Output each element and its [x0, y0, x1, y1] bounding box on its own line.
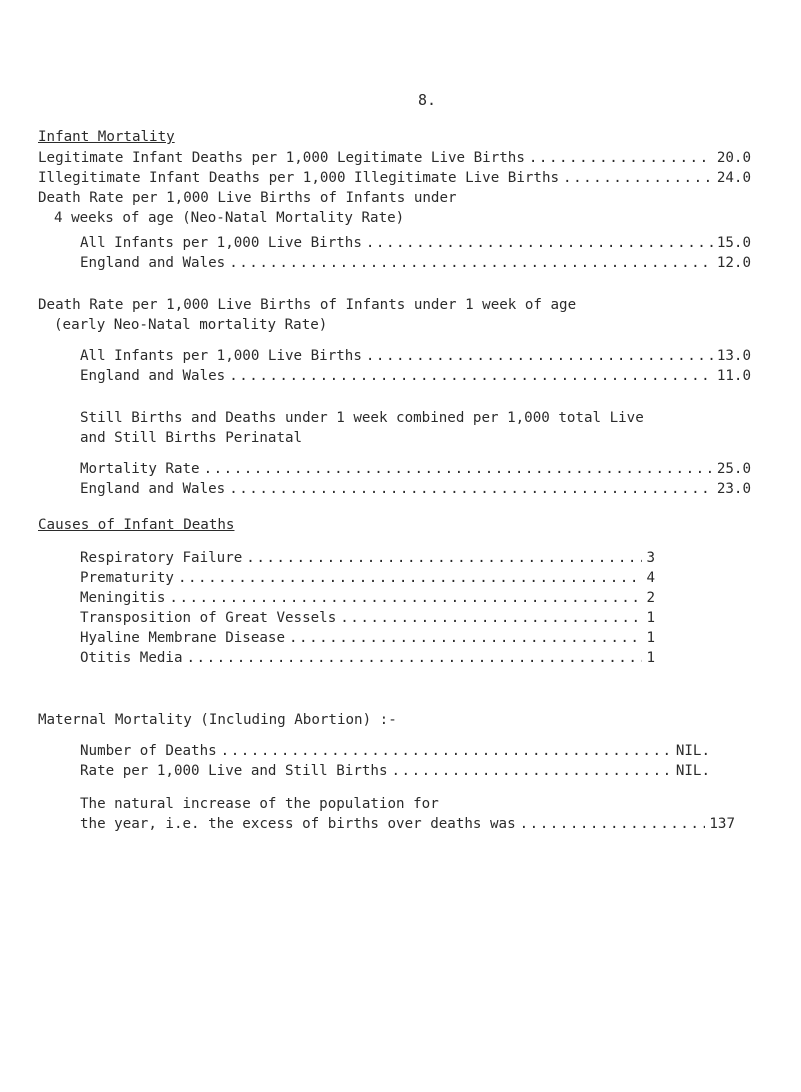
- dot-leader: [246, 548, 642, 568]
- dot-leader: [229, 366, 713, 386]
- dot-leader: [178, 568, 642, 588]
- dot-leader: [187, 648, 643, 668]
- legitimate-label: Legitimate Infant Deaths per 1,000 Legitimate Live Births: [38, 150, 525, 166]
- neonatal-intro-1: Death Rate per 1,000 Live Births of Infants under: [38, 190, 457, 206]
- dot-leader: [340, 608, 642, 628]
- dot-leader: [366, 346, 713, 366]
- perinatal-ew-value: 23.0: [716, 481, 751, 497]
- dot-leader: [529, 148, 713, 168]
- dot-leader: [289, 628, 642, 648]
- early-ew-value: 11.0: [716, 368, 751, 384]
- cause-row: [80, 648, 655, 668]
- causes-heading: Causes of Infant Deaths: [38, 517, 235, 533]
- natural-increase-value: 137: [709, 816, 735, 832]
- natural-increase-line-2: the year, i.e. the excess of births over deaths was: [80, 816, 516, 832]
- perinatal-ew-label: England and Wales: [80, 481, 226, 497]
- cause-label: Hyaline Membrane Disease: [80, 630, 285, 646]
- early-neonatal-intro: [38, 295, 751, 335]
- legitimate-value: 20.0: [716, 150, 751, 166]
- cause-label: Otitis Media: [80, 650, 183, 666]
- neonatal-all-label: All Infants per 1,000 Live Births: [80, 235, 362, 251]
- neonatal-intro-2: 4 weeks of age (Neo-Natal Mortality Rate): [54, 210, 405, 226]
- maternal-deaths-value: NIL.: [675, 743, 710, 759]
- early-ew-row: [80, 366, 751, 386]
- illegitimate-value: 24.0: [716, 170, 751, 186]
- dot-leader: [392, 761, 672, 781]
- dot-leader: [563, 168, 713, 188]
- early-intro-2: (early Neo-Natal mortality Rate): [54, 317, 328, 333]
- natural-increase: [80, 794, 735, 834]
- neonatal-ew-value: 12.0: [716, 255, 751, 271]
- dot-leader: [221, 741, 672, 761]
- early-all-row: [80, 346, 751, 366]
- neonatal-all-row: [80, 233, 751, 253]
- cause-label: Meningitis: [80, 590, 166, 606]
- cause-count: 1: [646, 630, 655, 646]
- cause-count: 3: [646, 550, 655, 566]
- dot-leader: [229, 253, 713, 273]
- cause-count: 2: [646, 590, 655, 606]
- cause-count: 1: [646, 610, 655, 626]
- perinatal-intro-1: Still Births and Deaths under 1 week combined per 1,000 total Live: [80, 410, 644, 426]
- maternal-heading: Maternal Mortality (Including Abortion) :-: [38, 712, 397, 728]
- cause-row: [80, 548, 655, 568]
- dot-leader: [204, 459, 713, 479]
- early-all-label: All Infants per 1,000 Live Births: [80, 348, 362, 364]
- perinatal-section: [80, 408, 751, 448]
- maternal-deaths-row: [80, 741, 710, 761]
- perinatal-intro-2: and Still Births Perinatal: [80, 430, 303, 446]
- dot-leader: [366, 233, 713, 253]
- page-number: 8.: [418, 91, 437, 109]
- maternal-rate-value: NIL.: [675, 763, 710, 779]
- cause-row: [80, 608, 655, 628]
- perinatal-label: Mortality Rate: [80, 461, 200, 477]
- neonatal-ew-label: England and Wales: [80, 255, 226, 271]
- early-all-value: 13.0: [716, 348, 751, 364]
- maternal-rate-row: [80, 761, 710, 781]
- early-neonatal-rates: [80, 346, 751, 386]
- neonatal-all-value: 15.0: [716, 235, 751, 251]
- maternal-rows: [80, 741, 710, 781]
- legitimate-section: [38, 148, 751, 228]
- cause-label: Respiratory Failure: [80, 550, 243, 566]
- cause-count: 4: [646, 570, 655, 586]
- dot-leader: [169, 588, 642, 608]
- cause-label: Prematurity: [80, 570, 174, 586]
- cause-count: 1: [646, 650, 655, 666]
- cause-row: [80, 628, 655, 648]
- maternal-deaths-label: Number of Deaths: [80, 743, 217, 759]
- causes-list: [80, 548, 655, 668]
- cause-row: [80, 568, 655, 588]
- dot-leader: [229, 479, 713, 499]
- dot-leader: [520, 814, 706, 834]
- illegitimate-label: Illegitimate Infant Deaths per 1,000 Illegitimate Live Births: [38, 170, 560, 186]
- perinatal-ew-row: [80, 479, 751, 499]
- neonatal-ew-row: [80, 253, 751, 273]
- early-intro-1: Death Rate per 1,000 Live Births of Infants under 1 week of age: [38, 297, 577, 313]
- perinatal-rates: [80, 459, 751, 499]
- infant-mortality-heading: Infant Mortality: [38, 129, 175, 145]
- natural-increase-line-1: The natural increase of the population for: [80, 796, 439, 812]
- illegitimate-row: [38, 168, 751, 188]
- cause-label: Transposition of Great Vessels: [80, 610, 337, 626]
- perinatal-value: 25.0: [716, 461, 751, 477]
- perinatal-row: [80, 459, 751, 479]
- legitimate-row: [38, 148, 751, 168]
- natural-increase-row: [80, 814, 735, 834]
- early-ew-label: England and Wales: [80, 368, 226, 384]
- maternal-rate-label: Rate per 1,000 Live and Still Births: [80, 763, 388, 779]
- cause-row: [80, 588, 655, 608]
- neonatal-rates: [80, 233, 751, 273]
